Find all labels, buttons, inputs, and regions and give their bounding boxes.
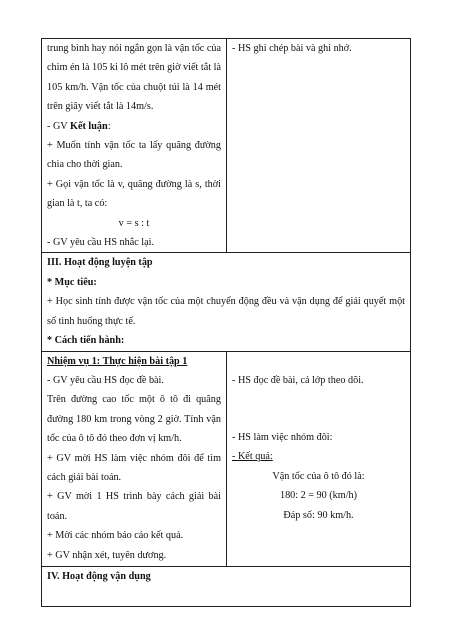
teacher-activity-cell xyxy=(42,351,227,566)
section-cell xyxy=(42,566,411,606)
instruction-line: - GV yêu cầu HS nhắc lại. xyxy=(47,237,155,249)
goal-heading: * Mục tiêu: xyxy=(47,276,97,288)
student-activity-cell xyxy=(227,39,411,253)
student-note: - HS đọc đề bài, cả lớp theo dõi. xyxy=(232,374,364,386)
spacer xyxy=(232,390,405,409)
table-row xyxy=(42,566,411,606)
result-answer: Đáp số: 90 km/h. xyxy=(283,509,354,521)
table-row xyxy=(42,351,411,566)
lesson-plan-table xyxy=(41,38,411,607)
text: : xyxy=(107,120,111,132)
teacher-activity-cell xyxy=(42,39,227,253)
result-label: - Kết quả: xyxy=(232,451,273,463)
rule-line: + Muốn tính vận tốc ta lấy quãng đường chia cho thời gian. xyxy=(47,140,221,171)
instruction-line: + GV mời 1 HS trình bày cách giải bài toán. xyxy=(47,491,221,522)
rule-line: + Gọi vận tốc là v, quãng đường là s, thời gian là t, ta có: xyxy=(47,178,221,210)
section-cell xyxy=(42,253,411,351)
result-line: Vận tốc của ô tô đó là: xyxy=(272,470,365,482)
section-heading: IV. Hoạt động vận dụng xyxy=(47,570,151,582)
text: - GV xyxy=(47,120,71,132)
paragraph: trung bình hay nói ngắn gọn là vận tốc của chim én là 105 ki lô mét trên giờ viết tắt là 105 km/h. Vận tốc của chuột túi là 14 mét trên giây viết tắt là 14m/s. xyxy=(47,43,221,113)
table-row xyxy=(42,253,411,351)
spacer xyxy=(232,352,405,371)
task-title: Nhiệm vụ 1: Thực hiện bài tập 1 xyxy=(47,355,188,367)
instruction-line: - GV yêu cầu HS đọc đề bài. xyxy=(47,374,164,386)
formula: v = s : t xyxy=(118,217,150,229)
problem-text: Trên đường cao tốc một ô tô đi quãng đường 180 km trong vòng 2 giờ. Tính vận tốc của ô tô đó theo đơn vị km/h. xyxy=(47,394,221,445)
conclusion-label: Kết luận xyxy=(70,120,108,132)
conclusion-line xyxy=(47,117,221,136)
goal-text: + Học sinh tính được vận tốc của một chuyển động đều và vận dụng để giải quyết một số tình huống thực tế. xyxy=(47,296,405,327)
student-note: - HS ghi chép bài và ghi nhớ. xyxy=(232,43,352,54)
instruction-line: + GV nhận xét, tuyên dương. xyxy=(47,549,167,561)
student-note: - HS làm việc nhóm đôi: xyxy=(232,431,333,443)
instruction-line: + GV mời HS làm việc nhóm đôi để tìm cách giải bài toán. xyxy=(47,452,221,483)
result-calculation: 180: 2 = 90 (km/h) xyxy=(279,490,358,502)
section-heading: III. Hoạt động luyện tập xyxy=(47,257,153,269)
student-activity-cell xyxy=(227,351,411,566)
instruction-line: + Mời các nhóm báo cáo kết quả. xyxy=(47,530,184,542)
table-row xyxy=(42,39,411,253)
method-heading: * Cách tiến hành: xyxy=(47,335,125,347)
spacer xyxy=(232,409,405,428)
